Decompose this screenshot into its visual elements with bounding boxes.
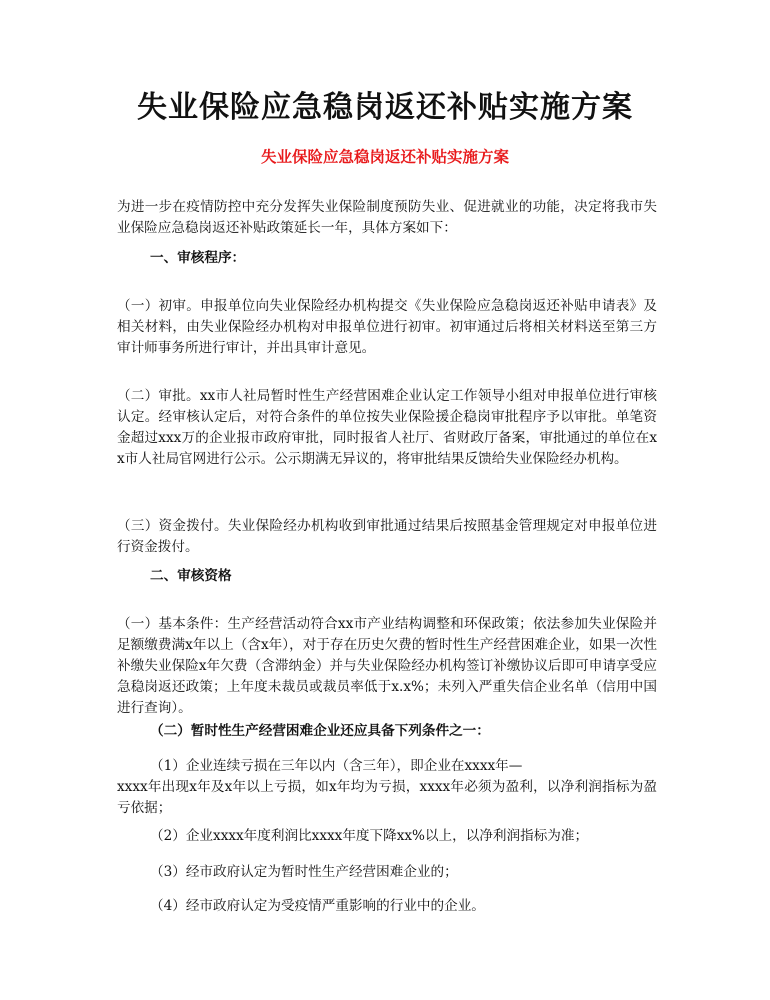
paragraph-fund-disbursement: （三）资金拨付。失业保险经办机构收到审批通过结果后按照基金管理规定对申报单位进行资金拨付。	[117, 518, 657, 555]
condition-item-4: （4）经市政府认定为受疫情严重影响的行业中的企业。	[150, 898, 485, 914]
paragraph-initial-review: （一）初审。申报单位向失业保险经办机构提交《失业保险应急稳岗返还补贴申请表》及相关材料，由失业保险经办机构对申报单位进行初审。初审通过后将相关材料送至第三方审计师事务所进行审计，并出具审计意见。	[117, 298, 657, 356]
document-title: 失业保险应急稳岗返还补贴实施方案	[137, 90, 633, 125]
condition-item-1-rest: xxxx年出现x年及x年以上亏损，如x年均为亏损，xxxx年必须为盈利，以净利润指标为盈亏依据；	[117, 779, 657, 816]
document-subtitle: 失业保险应急稳岗返还补贴实施方案	[260, 147, 509, 166]
section-heading-review-procedure: 一、审核程序：	[150, 250, 246, 266]
sub-heading-difficulty-conditions: （二）暂时性生产经营困难企业还应具备下列条件之一：	[150, 723, 490, 739]
section-heading-review-qualification: 二、审核资格	[150, 568, 232, 584]
condition-item-3: （3）经市政府认定为暂时性生产经营困难企业的；	[150, 864, 458, 880]
condition-item-1-first-line: （1）企业连续亏损在三年以内（含三年），即企业在xxxx年—	[150, 758, 523, 774]
paragraph-basic-conditions: （一）基本条件：生产经营活动符合xx市产业结构调整和环保政策；依法参加失业保险并足额缴费满x年以上（含x年），对于存在历史欠费的暂时性生产经营困难企业，如果一次性补缴失业保险x年欠费（含滞纳金）并与失业保险经办机构签订补缴协议后即可申请享受应急稳岗返还政策；上年度未裁员或裁员率低于x.x%；未列入严重失信企业名单（信用中国进行查询）。	[117, 616, 657, 716]
paragraph-approval: （二）审批。xx市人社局暂时性生产经营困难企业认定工作领导小组对申报单位进行审核认定。经审核认定后，对符合条件的单位按失业保险援企稳岗审批程序予以审批。单笔资金超过xxx万的企业报市政府审批，同时报省人社厅、省财政厅备案，审批通过的单位在xx市人社局官网进行公示。公示期满无异议的，将审批结果反馈给失业保险经办机构。	[117, 388, 657, 467]
condition-item-2: （2）企业xxxx年度利润比xxxx年度下降xx%以上，以净利润指标为准；	[150, 828, 589, 844]
intro-paragraph: 为进一步在疫情防控中充分发挥失业保险制度预防失业、促进就业的功能，决定将我市失业保险应急稳岗返还补贴政策延长一年，具体方案如下：	[117, 199, 657, 236]
